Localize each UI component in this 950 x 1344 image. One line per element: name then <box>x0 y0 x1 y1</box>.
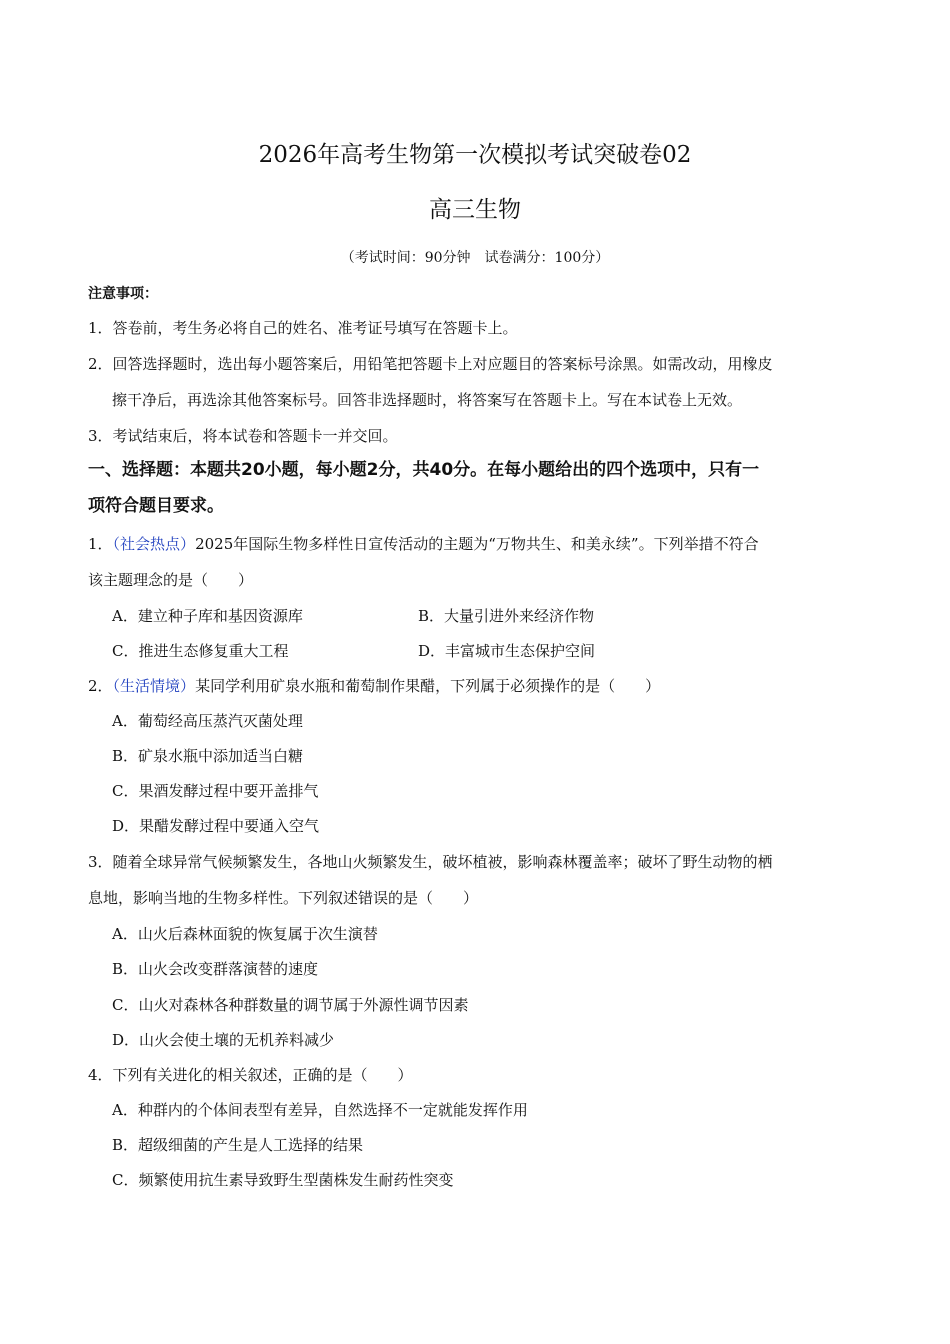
question-number: 1． <box>88 535 113 553</box>
question-number: 3． <box>88 853 113 871</box>
question-1-options-row2 <box>112 641 912 661</box>
question-number: 2． <box>88 677 113 695</box>
question-text: 下列有关进化的相关叙述，正确的是（ ） <box>112 1066 413 1084</box>
question-3-stem <box>88 852 773 872</box>
note-item-3: 3．考试结束后，将本试卷和答题卡一并交回。 <box>88 427 398 445</box>
question-2-option-c: C．果酒发酵过程中要开盖排气 <box>112 782 319 800</box>
option-b: B．大量引进外来经济作物 <box>418 607 595 625</box>
question-4-option-c: C．频繁使用抗生素导致野生型菌株发生耐药性突变 <box>112 1171 454 1189</box>
question-3-option-b: B．山火会改变群落演替的速度 <box>112 960 319 978</box>
option-d: D．丰富城市生态保护空间 <box>418 642 596 660</box>
section-heading-line2: 项符合题目要求。 <box>88 496 224 516</box>
question-2-option-b: B．矿泉水瓶中添加适当白糖 <box>112 747 304 765</box>
question-3-option-d: D．山火会使土壤的无机养料减少 <box>112 1031 335 1049</box>
note-item-2: 2．回答选择题时，选出每小题答案后，用铅笔把答题卡上对应题目的答案标号涂黑。如需改动，用橡皮 <box>88 355 773 373</box>
question-4-option-b: B．超级细菌的产生是人工选择的结果 <box>112 1136 364 1154</box>
option-a: A．建立种子库和基因资源库 <box>112 607 303 625</box>
option-c: C．推进生态修复重大工程 <box>112 642 289 660</box>
question-1-stem <box>88 534 759 554</box>
note-item-1: 1．答卷前，考生务必将自己的姓名、准考证号填写在答题卡上。 <box>88 319 518 337</box>
question-tag: （生活情境） <box>112 677 196 695</box>
question-4-option-a: A．种群内的个体间表型有差异，自然选择不一定就能发挥作用 <box>112 1101 528 1119</box>
note-item-2-cont: 擦干净后，再选涂其他答案标号。回答非选择题时，将答案写在答题卡上。写在本试卷上无效。 <box>112 391 743 409</box>
section-heading-line1: 一、选择题：本题共20小题，每小题2分，共40分。在每小题给出的四个选项中，只有一 <box>88 460 760 480</box>
exam-title: 2026年高考生物第一次模拟考试突破卷02 <box>258 142 692 168</box>
question-text: 2025年国际生物多样性日宣传活动的主题为“万物共生、和美永续”。下列举措不符合 <box>195 535 759 553</box>
question-2-option-d: D．果醋发酵过程中要通入空气 <box>112 817 320 835</box>
exam-subtitle: 高三生物 <box>429 197 521 223</box>
question-3-stem-cont: 息地，影响当地的生物多样性。下列叙述错误的是（ ） <box>88 889 479 907</box>
question-text: 某同学利用矿泉水瓶和葡萄制作果醋，下列属于必须操作的是（ ） <box>195 677 661 695</box>
question-4-stem <box>88 1065 413 1085</box>
exam-info: （考试时间：90分钟 试卷满分：100分） <box>340 250 610 266</box>
question-tag: （社会热点） <box>112 535 196 553</box>
question-2-option-a: A．葡萄经高压蒸汽灭菌处理 <box>112 712 303 730</box>
question-3-option-a: A．山火后森林面貌的恢复属于次生演替 <box>112 925 378 943</box>
question-3-option-c: C．山火对森林各种群数量的调节属于外源性调节因素 <box>112 996 469 1014</box>
question-1-stem-cont: 该主题理念的是（ ） <box>88 571 254 589</box>
question-1-options-row1 <box>112 606 912 626</box>
question-2-stem <box>88 676 660 696</box>
question-text: 随着全球异常气候频繁发生，各地山火频繁发生，破坏植被，影响森林覆盖率；破坏了野生动物的栖 <box>112 853 773 871</box>
notes-heading: 注意事项： <box>88 286 158 302</box>
question-number: 4． <box>88 1066 113 1084</box>
